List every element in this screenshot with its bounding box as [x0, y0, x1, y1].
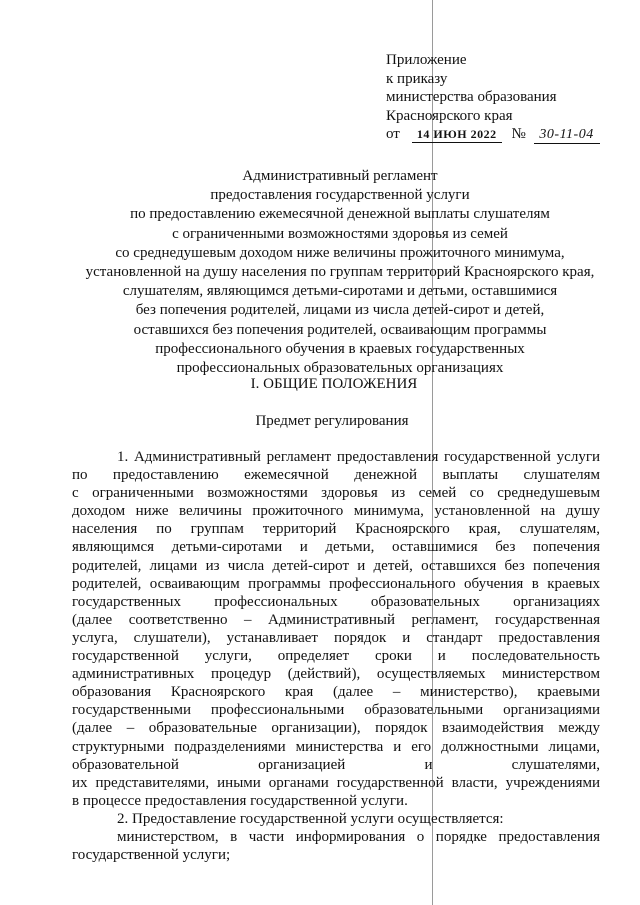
paragraph-line: (далее соответственно – Административный регламент, государственная: [72, 611, 600, 628]
paragraph-line: по предоставлению ежемесячной денежной выплаты слушателям: [72, 467, 600, 484]
annex-line: Красноярского края: [386, 107, 513, 124]
paragraph-line: с ограниченными возможностями здоровья из семей со среднедушевым: [72, 485, 600, 502]
title-line: профессиональных образовательных организациях: [176, 360, 504, 377]
paragraph-line: государственных профессиональных образовательных организациях: [72, 593, 600, 610]
paragraph-line: структурными подразделениями министерства и его должностными лицами,: [72, 738, 600, 755]
order-number-label: №: [511, 126, 526, 142]
paragraph-line: 1. Административный регламент предоставления государственной услуги: [117, 449, 600, 465]
paragraph-line: образовательной организацией и слушателями,: [72, 756, 600, 773]
section-heading: I. ОБЩИЕ ПОЛОЖЕНИЯ: [250, 376, 418, 392]
paragraph-line: родителей, осваивающим программы профессионального обучения в краевых: [72, 575, 600, 592]
title-line: со среднедушевым доходом ниже величины прожиточного минимума,: [115, 244, 565, 261]
annex-line: министерства образования: [386, 89, 557, 105]
title-line: слушателям, являющимся детьми-сиротами и детьми, оставшимися: [122, 283, 558, 300]
order-from-label: от: [386, 126, 400, 142]
paragraph-line: родителей, лицами из числа детей-сирот и детей, оставшихся без попечения: [72, 557, 600, 574]
paragraph-line: государственными профессиональными образовательными организациями: [72, 702, 600, 719]
annex-header: [386, 51, 626, 144]
title-line: по предоставлению ежемесячной денежной выплаты слушателям: [130, 206, 550, 223]
paragraph-line: 2. Предоставление государственной услуги осуществляется:: [117, 810, 504, 827]
paragraph-line: населения по группам территорий Красноярского края, слушателям,: [72, 521, 600, 538]
paragraph-line: являющимся детьми-сиротами и детьми, оставшимися без попечения: [72, 539, 600, 556]
order-date-stamp: 14 ИЮН 2022: [412, 126, 502, 143]
order-number-handwritten: 30-11-04: [534, 127, 600, 144]
paragraph-line: их представителями, иными органами государственной власти, учреждениями: [72, 774, 600, 791]
paragraph-line: доходом ниже величины прожиточного минимума, установленной на душу: [72, 503, 600, 520]
title-line: оставшихся без попечения родителей, осваивающим программы: [133, 321, 547, 338]
document-title: [10, 167, 640, 378]
paragraph-line: государственной услуги, определяет сроки и последовательность: [72, 648, 600, 665]
paragraph-line: в процессе предоставления государственной услуги.: [72, 792, 408, 809]
order-line: [386, 125, 626, 144]
paragraph-line: (далее – образовательные организации), порядок взаимодействия между: [72, 720, 600, 737]
annex-line: к приказу: [386, 70, 448, 87]
title-line: профессионального обучения в краевых государственных: [155, 340, 525, 357]
paragraph-line: министерством, в части информирования о порядке предоставления: [117, 828, 600, 845]
title-line: предоставления государственной услуги: [210, 187, 470, 204]
paragraph-line: административных процедур (действий), осуществляемых министерством: [72, 666, 600, 683]
body-text: [72, 448, 600, 864]
title-line: установленной на душу населения по группам территорий Красноярского края,: [85, 264, 595, 281]
subsection-heading: Предмет регулирования: [255, 413, 409, 429]
title-line: Административный регламент: [242, 168, 438, 184]
annex-line: Приложение: [386, 52, 467, 68]
title-line: без попечения родителей, лицами из числа детей-сирот и детей,: [135, 302, 545, 319]
paragraph-line: образования Красноярского края (далее – министерство), краевыми: [72, 684, 600, 701]
title-line: с ограниченными возможностями здоровья из семей: [172, 225, 508, 242]
paragraph-line: государственной услуги;: [72, 847, 231, 864]
paragraph-line: услуга, слушатели), устанавливает порядок и стандарт предоставления: [72, 629, 600, 646]
